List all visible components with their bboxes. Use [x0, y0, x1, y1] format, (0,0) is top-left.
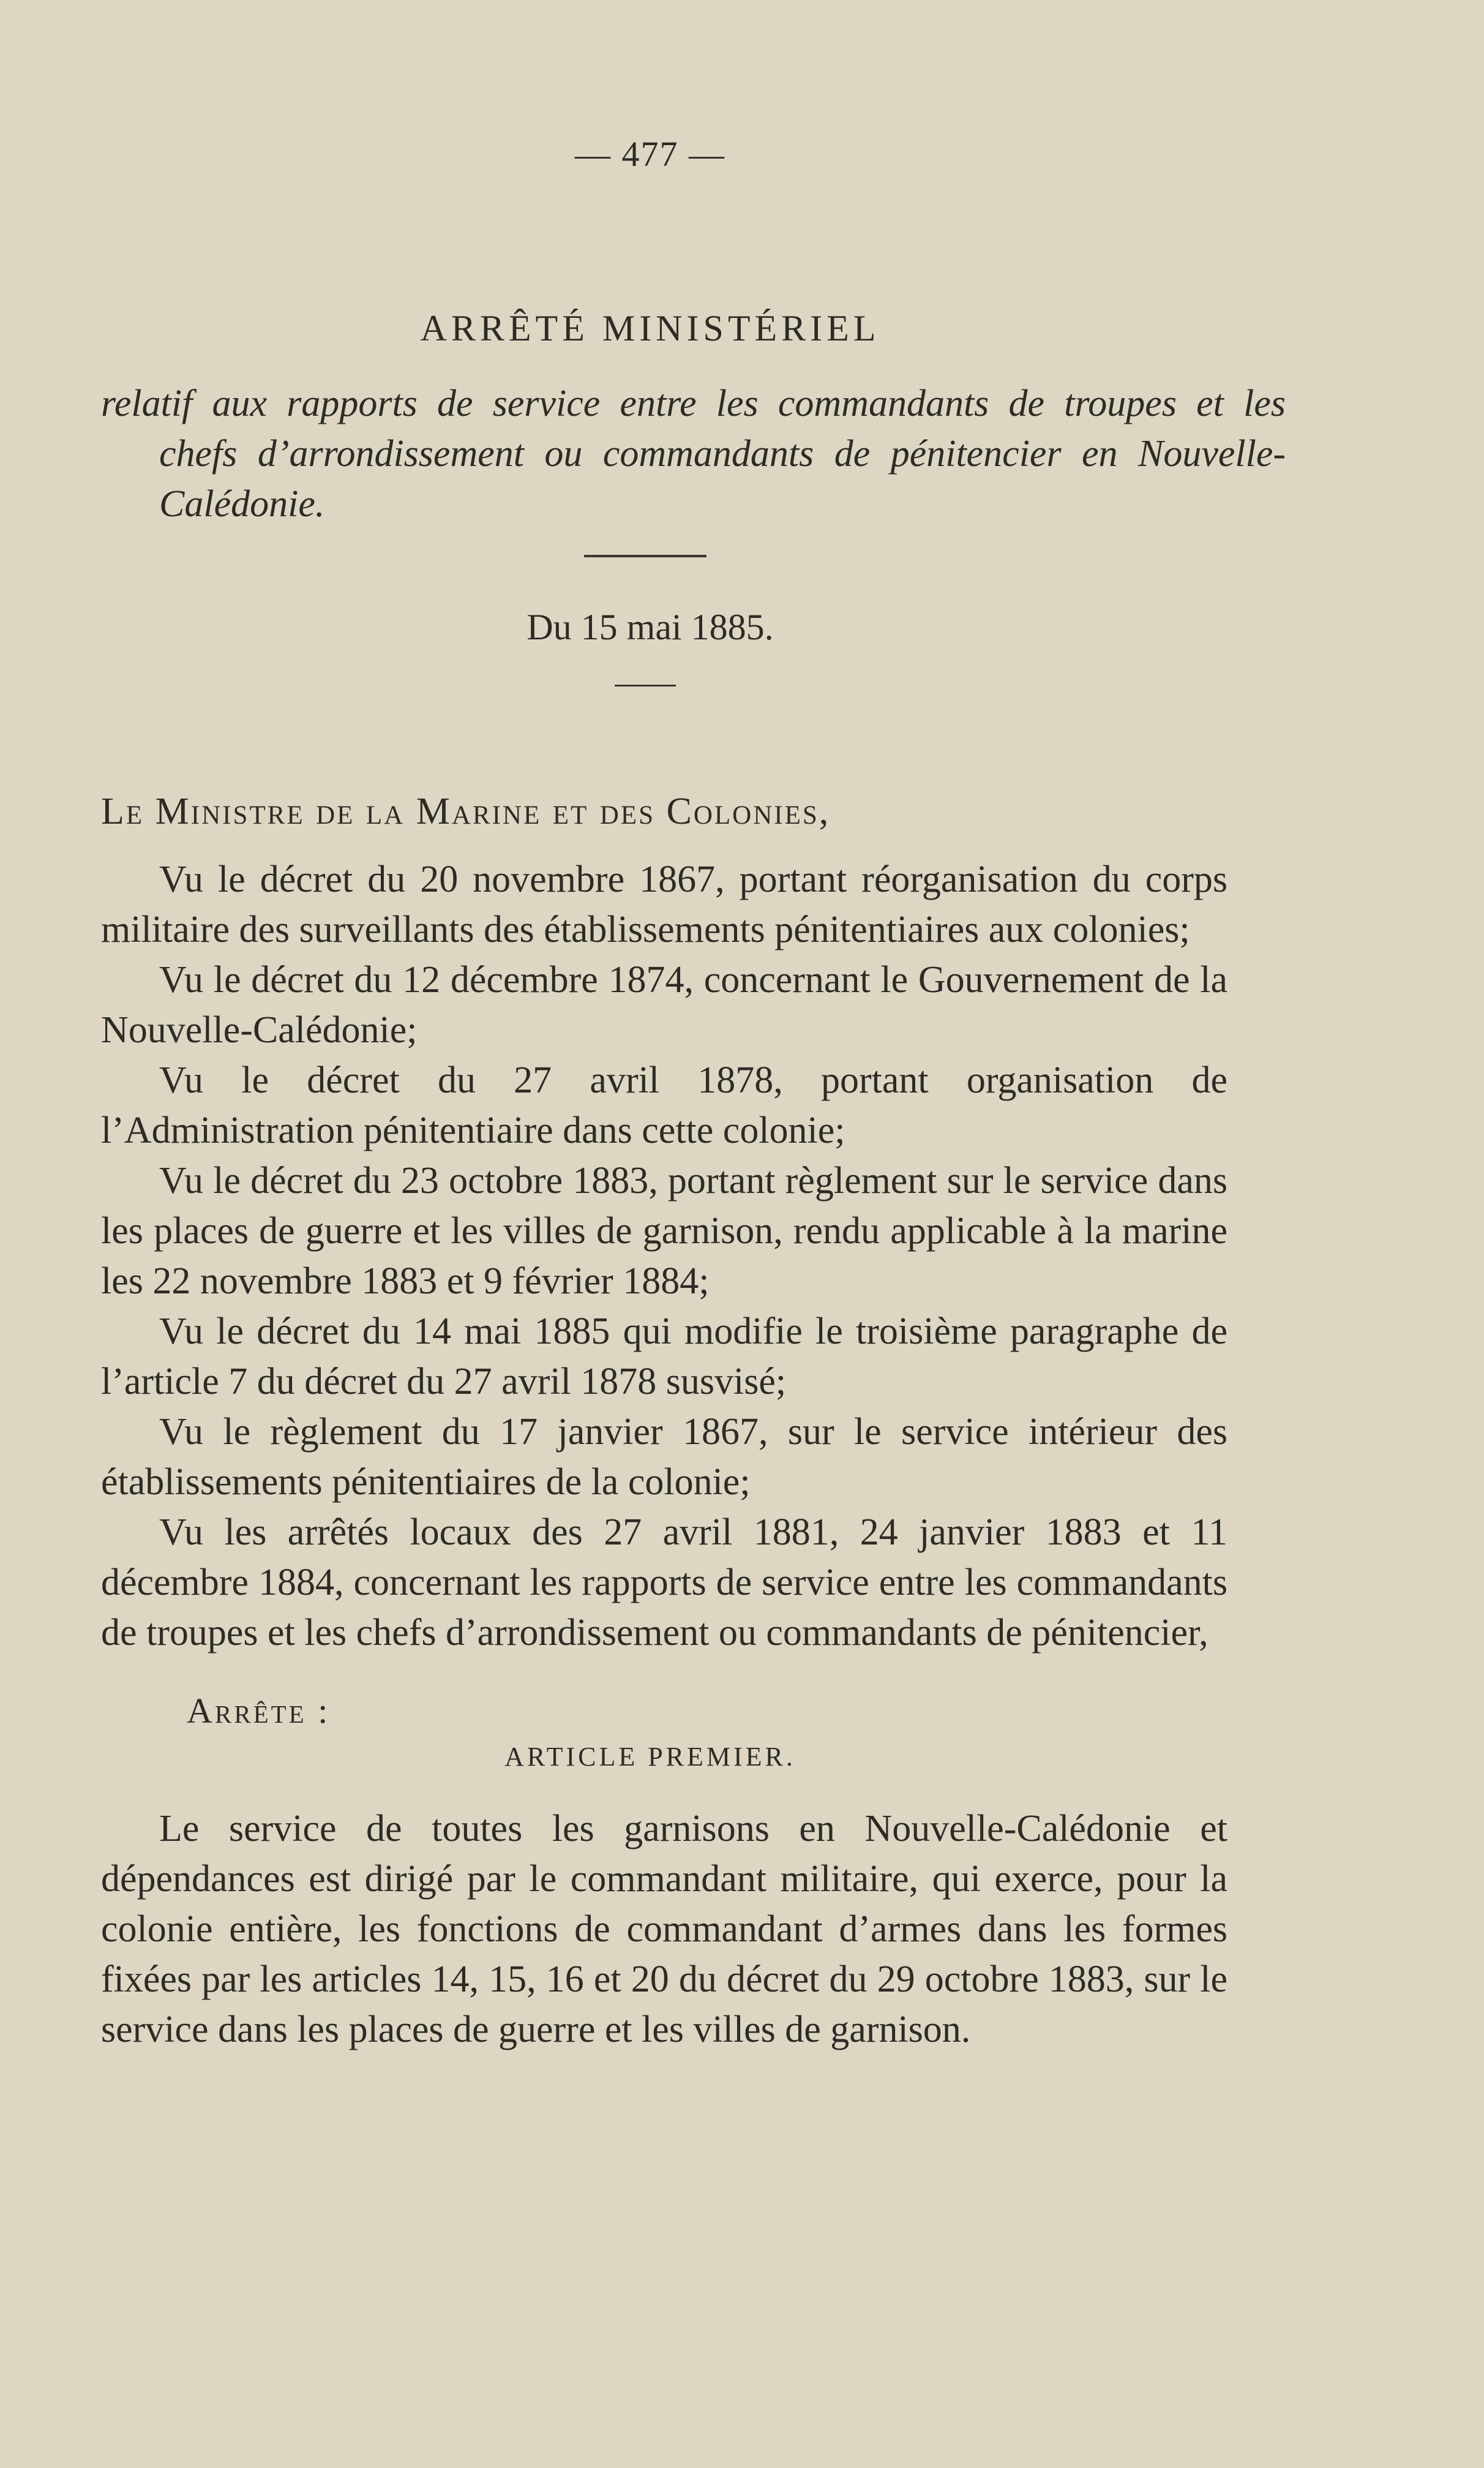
consideration-text: Vu le décret du 14 mai 1885 qui modifie le troisième paragraphe de l’article 7 du décret du 27 avril 1878 susvisé; — [101, 1311, 1227, 1402]
consideration-text: Vu le décret du 12 décembre 1874, concernant le Gouvernement de la Nouvelle-Calédonie; — [101, 959, 1227, 1051]
document-subtitle: relatif aux rapports de service entre les commandants de troupes et les chefs d’arrondissement ou commandants de pénitencier en Nouvelle-Calédonie. — [101, 383, 1286, 525]
article-text: Le service de toutes les garnisons en Nouvelle-Calédonie et dépendances est dirigé par le commandant militaire, qui exerce, pour la colonie entière, les fonctions de commandant d’armes dans les formes fixées par les articles 14, 15, 16 et 20 du décret du 29 octobre 1883, sur le service dans les places de guerre et les villes de garnison. — [101, 1808, 1227, 2050]
page-number: — 477 — — [575, 134, 725, 174]
article-paragraph — [101, 1804, 1227, 2055]
separator-rule-short — [615, 685, 676, 687]
minister-heading: Le Ministre de la Marine et des Colonies, — [101, 791, 831, 832]
consideration-text: Vu le règlement du 17 janvier 1867, sur le service intérieur des établissements pénitentiaires de la colonie; — [101, 1411, 1227, 1503]
document-title: ARRÊTÉ MINISTÉRIEL — [420, 308, 880, 348]
consideration-paragraph — [101, 1055, 1227, 1156]
arrete-heading: Arrête : — [187, 1691, 331, 1731]
consideration-text: Vu le décret du 20 novembre 1867, portant réorganisation du corps militaire des surveillants des établissements pénitentiaires aux colonies; — [101, 859, 1227, 950]
consideration-paragraph — [101, 955, 1227, 1055]
document-date: Du 15 mai 1885. — [527, 607, 774, 647]
consideration-text: Vu les arrêtés locaux des 27 avril 1881, 24 janvier 1883 et 11 décembre 1884, concernant les rapports de service entre les commandants de troupes et les chefs d’arrondissement ou commandants de pénitencier, — [101, 1511, 1227, 1653]
consideration-text: Vu le décret du 27 avril 1878, portant organisation de l’Administration pénitentiaire dans cette colonie; — [101, 1059, 1227, 1151]
article-heading: ARTICLE PREMIER. — [504, 1742, 796, 1772]
separator-rule — [584, 555, 706, 557]
consideration-paragraph — [101, 1407, 1227, 1507]
consideration-paragraph — [101, 1156, 1227, 1306]
consideration-paragraph — [101, 1507, 1227, 1658]
consideration-text: Vu le décret du 23 octobre 1883, portant règlement sur le service dans les places de guerre et les villes de garnison, rendu applicable à la marine les 22 novembre 1883 et 9 février 1884; — [101, 1160, 1227, 1302]
consideration-paragraph — [101, 1306, 1227, 1407]
article-text-block — [101, 1804, 1227, 2055]
considerations — [101, 854, 1227, 1658]
consideration-paragraph — [101, 854, 1227, 955]
